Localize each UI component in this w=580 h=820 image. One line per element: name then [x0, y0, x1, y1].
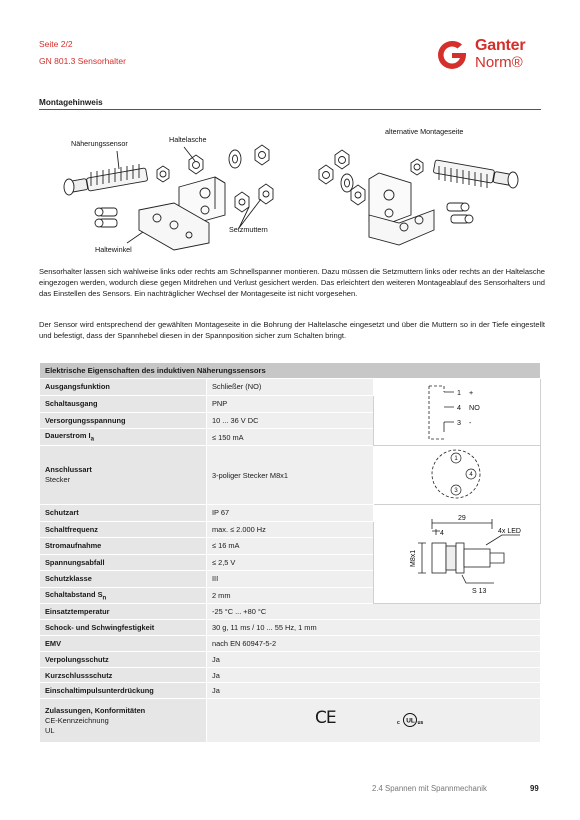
label-setzmuttern: Setzmuttern: [229, 225, 268, 234]
svg-text:UL: UL: [406, 717, 415, 725]
row-value: 2 mm: [207, 587, 374, 604]
row-label: EMV: [40, 635, 207, 651]
row-label: Zulassungen, Konformitäten CE-Kennzeichnung UL: [40, 699, 207, 743]
svg-text:NO: NO: [469, 403, 480, 412]
row-value: ≤ 2,5 V: [207, 554, 374, 571]
row-value: 3-poliger Stecker M8x1: [207, 446, 374, 505]
product-code: GN 801.3 Sensorhalter: [39, 56, 126, 66]
label-alternative: alternative Montageseite: [385, 127, 464, 136]
row-label: Spannungsabfall: [40, 554, 207, 571]
brand-name: Ganter: [475, 37, 526, 54]
svg-text:29: 29: [458, 515, 466, 522]
row-value: Ja: [207, 683, 541, 699]
dimension-drawing: [374, 505, 541, 604]
section-divider: [39, 109, 541, 110]
ce-mark-icon: CE: [315, 708, 336, 729]
certification-marks: [207, 699, 541, 743]
row-label: Versorgungsspannung: [40, 412, 207, 429]
svg-text:us: us: [417, 720, 424, 727]
svg-text:c: c: [397, 720, 400, 727]
row-value: max. ≤ 2.000 Hz: [207, 521, 374, 538]
table-title: Elektrische Eigenschaften des induktiven Näherungssensors: [40, 363, 541, 379]
sensor-left-icon: [64, 164, 148, 195]
row-label: Schutzart: [40, 505, 207, 522]
row-label: Einschaltimpulsunterdrückung: [40, 683, 207, 699]
connector-diagram: [374, 446, 541, 505]
svg-text:1: 1: [457, 388, 461, 397]
svg-text:-: -: [469, 418, 472, 427]
exploded-view-drawing: [39, 115, 541, 265]
row-value: III: [207, 571, 374, 588]
row-label: Schaltfrequenz: [40, 521, 207, 538]
row-label: Ausgangsfunktion: [40, 379, 207, 396]
brand-logo: [435, 38, 545, 74]
svg-text:+: +: [469, 388, 474, 397]
connector-pinout-icon: [374, 446, 540, 502]
row-value: PNP: [207, 395, 374, 412]
mounting-paragraph-2: Der Sensor wird entsprechend der gewählten Montageseite in die Bohrung der Haltelasche eingesetzt und über die Muttern so in der Tiefe eingestellt und befestigt, dass der Spannhebel diesen in der Spannposition sicher zum Schalten bringt.: [39, 320, 545, 341]
svg-text:3: 3: [454, 488, 458, 494]
mounting-paragraph-1: Sensorhalter lassen sich wahlweise links oder rechts am Schnellspanner montieren. Dazu müssen die Setzmuttern links oder rechts an der Haltelasche eingezogen werden, wodurch diese gegen Mitdrehen und Verlust gesichert werden. Das erleichtert den weiteren Montageablauf des Sensorhalters und das Einstellen des Sensors. Ein nachträglicher Wechsel der Montageseite ist nicht vorgesehen.: [39, 267, 545, 299]
ul-mark-icon: [393, 712, 427, 728]
footer-section: 2.4 Spannen mit Spannmechanik: [372, 784, 487, 793]
row-value: -25 °C ... +80 °C: [207, 604, 541, 620]
row-value: ≤ 16 mA: [207, 538, 374, 555]
row-label: Verpolungsschutz: [40, 651, 207, 667]
row-value: ≤ 150 mA: [207, 429, 374, 446]
wiring-diagram: [374, 379, 541, 446]
svg-text:1: 1: [454, 456, 458, 462]
svg-text:4: 4: [469, 472, 473, 478]
svg-text:S 13: S 13: [472, 588, 487, 595]
assembly-figure: [39, 115, 541, 265]
section-title: Montagehinweis: [39, 98, 103, 107]
sensor-dimension-icon: [374, 505, 540, 601]
row-label: Kurzschlussschutz: [40, 667, 207, 683]
row-label: Schaltabstand $S_n$: [40, 587, 207, 604]
row-value: 30 g, 11 ms / 10 ... 55 Hz, 1 mm: [207, 619, 541, 635]
svg-text:4x LED: 4x LED: [498, 528, 521, 535]
row-value: Schließer (NO): [207, 379, 374, 396]
svg-text:M8x1: M8x1: [410, 549, 417, 567]
label-sensor: Näherungssensor: [71, 139, 128, 148]
row-label: Dauerstrom $I_a$: [40, 429, 207, 446]
page-number: 99: [530, 784, 539, 793]
row-value: Ja: [207, 667, 541, 683]
row-label: Schock- und Schwingfestigkeit: [40, 619, 207, 635]
row-value: Ja: [207, 651, 541, 667]
label-haltewinkel: Haltewinkel: [95, 245, 132, 254]
row-label: Schutzklasse: [40, 571, 207, 588]
svg-text:4: 4: [440, 530, 444, 537]
row-label: Anschlussart Stecker: [40, 446, 207, 505]
row-value: IP 67: [207, 505, 374, 522]
svg-text:3: 3: [457, 418, 461, 427]
sensor-right-icon: [433, 160, 518, 188]
wiring-diagram-icon: [374, 379, 540, 443]
ganter-g-icon: [435, 38, 469, 72]
brand-subname: Norm®: [475, 54, 523, 71]
label-haltelasche: Haltelasche: [169, 135, 207, 144]
svg-text:4: 4: [457, 403, 461, 412]
row-value: 10 ... 36 V DC: [207, 412, 374, 429]
row-label: Einsatztemperatur: [40, 604, 207, 620]
electrical-properties-table: [39, 362, 541, 743]
page-indicator: Seite 2/2: [39, 39, 73, 49]
row-value: nach EN 60947-5-2: [207, 635, 541, 651]
row-label: Stromaufnahme: [40, 538, 207, 555]
row-label: Schaltausgang: [40, 395, 207, 412]
